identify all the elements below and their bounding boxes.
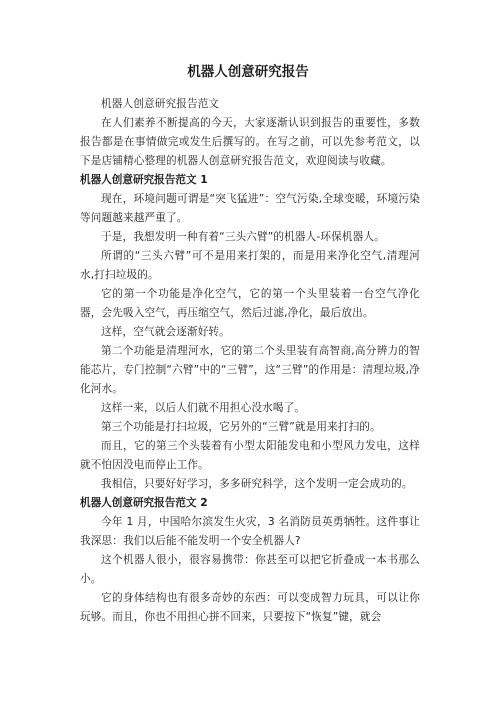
section1-paragraph: 现在，环境问题可谓是“突飞猛进”：空气污染,全球变暖，环境污染等问题越来越严重了。 <box>80 193 420 224</box>
section1-paragraph: 第二个功能是清理河水，它的第二个头里装有高智商,高分辨力的智能芯片，专门控制“六臂”中的“三臂”，这“三臂”的作用是：清理垃圾,净化河水。 <box>80 345 420 395</box>
section1-paragraph: 它的第一个功能是净化空气，它的第一个头里装着一台空气净化器，会先吸入空气，再压缩空气，然后过滤,净化，最后放出。 <box>80 288 420 319</box>
section2-paragraph: 今年 1 月，中国哈尔滨发生火灾，3 名消防员英勇牺牲。这件事让我深思：我们以后能不能发明一个安全机器人? <box>80 516 420 547</box>
section1-paragraph: 这样一来，以后人们就不用担心没水喝了。 <box>101 402 306 414</box>
section1-paragraph: 第三个功能是打扫垃圾，它另外的“三臂”就是用来打扫的。 <box>101 421 381 433</box>
section-heading-1: 机器人创意研究报告范文 1 <box>80 174 208 186</box>
section1-paragraph: 这样，空气就会逐渐好转。 <box>101 326 230 338</box>
document-subtitle: 机器人创意研究报告范文 <box>101 98 220 110</box>
document-body <box>80 95 420 627</box>
section1-paragraph: 我相信，只要好好学习，多多研究科学，这个发明一定会成功的。 <box>101 478 413 490</box>
section1-paragraph: 于是，我想发明一种有着“三头六臂”的机器人-环保机器人。 <box>101 231 385 243</box>
section1-paragraph: 而且，它的第三个头装着有小型太阳能发电和小型风力发电，这样就不怕因没电而停止工作。 <box>80 440 420 471</box>
document-title: 机器人创意研究报告 <box>187 64 309 80</box>
section-heading-2: 机器人创意研究报告范文 2 <box>80 497 208 509</box>
intro-paragraph: 在人们素养不断提高的今天，大家逐渐认识到报告的重要性，多数报告都是在事情做完或发生后撰写的。在写之前，可以先参考范文，以下是店铺精心整理的机器人创意研究报告范文，欢迎阅读与收藏。 <box>80 117 420 167</box>
section2-paragraph: 它的身体结构也有很多奇妙的东西：可以变成智力玩具，可以让你玩够。而且，你也不用担心拼不回来，只要按下“恢复”键，就会 <box>80 592 420 623</box>
section1-paragraph: 所谓的“三头六臂”可不是用来打架的，而是用来净化空气,清理河水,打扫垃圾的。 <box>80 250 420 281</box>
section2-paragraph: 这个机器人很小，很容易携带：你甚至可以把它折叠成一本书那么小。 <box>80 554 420 585</box>
